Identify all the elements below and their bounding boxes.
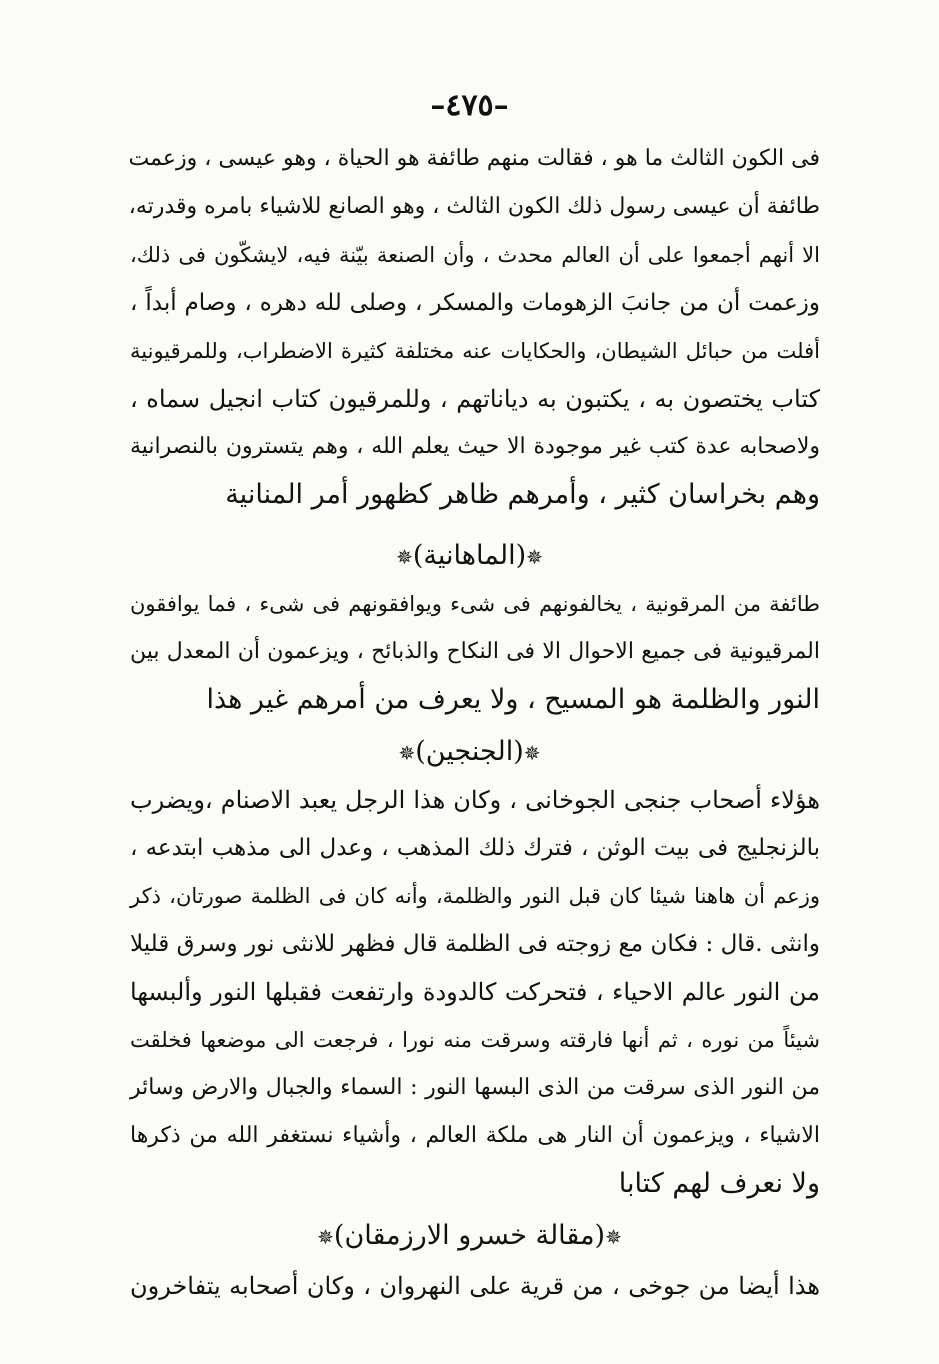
section-heading-janjiniya: ✵(الجنجين)✵ <box>398 736 541 767</box>
text-line: هذا أيضا من جوخى ، من قرية على النهروان ، وكان أصحابه يتفاخرون <box>130 1272 820 1300</box>
ornament-icon: ✵ <box>523 741 541 765</box>
text-line: وانثى .قال : فكان مع زوجته فى الظلمة قال فظهر للانثى نور وسرق قليلا <box>130 931 820 957</box>
section-heading-khusraw: ✵(مقالة خسرو الارزمقان)✵ <box>317 1220 622 1251</box>
text-line: من النور عالم الاحياء ، فتحركت كالدودة وارتفعت فقبلها النور وألبسها <box>130 978 820 1006</box>
ornament-icon: ✵ <box>605 1225 622 1249</box>
text-line: طائفة أن عيسى رسول ذلك الكون الثالث ، وهو الصانع للاشياء بامره وقدرته، <box>128 194 820 219</box>
paragraph-3 <box>130 776 820 1208</box>
page-number: –٤٧٥– <box>430 88 509 123</box>
text-line: أفلت من حبائل الشيطان، والحكايات عنه مختلفة كثيرة الاضطراب، وللمرقيونية <box>130 339 820 363</box>
paragraph-1 <box>130 135 820 519</box>
text-line: النور والظلمة هو المسيح ، ولا يعرف من أمرهم غير هذا <box>206 684 820 715</box>
heading-text: الماهانية <box>423 540 516 571</box>
paragraph-4 <box>130 1262 820 1310</box>
text-line: هؤلاء أصحاب جنجى الجوخانى ، وكان هذا الرجل يعبد الاصنام ،ويضرب <box>130 786 820 814</box>
section-heading-mahaniya: ✵(الماهانية)✵ <box>396 540 543 571</box>
ornament-icon: ✵ <box>398 741 416 765</box>
text-line: فى الكون الثالث ما هو ، فقالت منهم طائفة هو الحياة ، وهو عيسى ، وزعمت <box>128 146 820 171</box>
text-line: وهم بخراسان كثير ، وأمرهم ظاهر كظهور أمر المنانية <box>225 479 820 510</box>
paragraph-2 <box>130 580 820 724</box>
text-line: وزعم أن هاهنا شيئا كان قبل النور والظلمة، وأنه كان فى الظلمة صورتان، ذكر <box>130 884 820 908</box>
text-line: كتاب يختصون به ، يكتبون به دياناتهم ، وللمرقيون كتاب انجيل سماه ، <box>130 385 820 413</box>
text-line: الا أنهم أجمعوا على أن العالم محدث ، وأن الصنعة بيّنة فيه، لايشكّون فى ذلك، <box>130 243 820 267</box>
ornament-icon: ✵ <box>396 545 413 569</box>
ornament-icon: ✵ <box>526 545 543 569</box>
heading-text: الجنجين <box>425 736 514 767</box>
text-line: من النور الذى سرقت من الذى البسها النور : السماء والجبال والارض وسائر <box>130 1075 820 1100</box>
heading-text: مقالة خسرو الارزمقان <box>344 1220 595 1251</box>
text-line: ولاصحابه عدة كتب غير موجودة الا حيث يعلم الله ، وهم يتسترون بالنصرانية <box>130 434 820 459</box>
text-line: المرقيونية فى جميع الاحوال الا فى النكاح والذبائح ، ويزعمون أن المعدل بين <box>130 639 820 664</box>
text-line: بالزنجليج فى بيت الوثن ، فترك ذلك المذهب ، وعدل الى مذهب ابتدعه ، <box>130 835 820 861</box>
text-line: ولا نعرف لهم كتابا <box>618 1168 820 1199</box>
text-line: وزعمت أن من جانبَ الزهومات والمسكر ، وصلى لله دهره ، وصام أبداً ، <box>130 290 820 316</box>
text-line: شيئاً من نوره ، ثم أنها فارقته وسرقت منه نورا ، فرجعت الى موضعها فخلقت <box>130 1028 820 1052</box>
text-line: طائفة من المرقونية ، يخالفونهم فى شىء ويوافقونهم فى شىء ، فما يوافقون <box>130 592 820 616</box>
text-line: الاشياء ، ويزعمون أن النار هى ملكة العالم ، وأشياء نستغفر الله من ذكرها <box>130 1123 820 1148</box>
ornament-icon: ✵ <box>317 1225 334 1249</box>
